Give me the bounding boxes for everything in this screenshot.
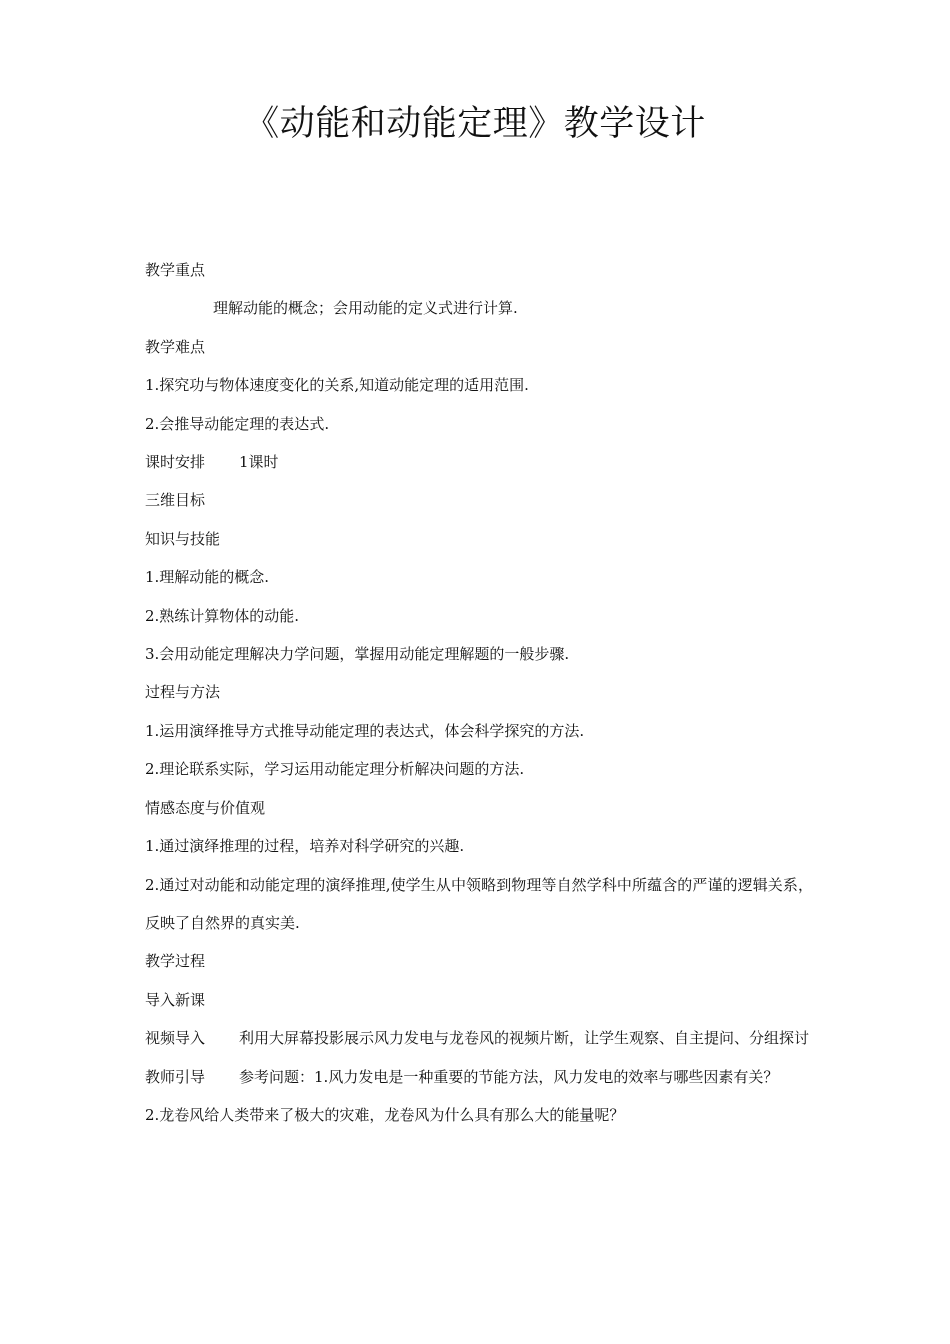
difficulty-item-1: 1.探究功与物体速度变化的关系,知道动能定理的适用范围. [145,376,529,395]
focus-text: 理解动能的概念；会用动能的定义式进行计算. [213,299,518,318]
schedule-line [145,443,813,481]
process-item-1: 1.运用演绎推导方式推导动能定理的表达式，体会科学探究的方法. [145,721,585,740]
schedule-label: 课时安排 [145,453,206,472]
emotion-item-2: 2.通过对动能和动能定理的演绎推理,使学生从中领略到物理等自然学科中所蕴含的严谨的逻辑关系，反映了自然界的真实美. [145,875,813,932]
question-2: 2.龙卷风给人类带来了极大的灾难，龙卷风为什么具有那么大的能量呢？ [145,1105,625,1124]
knowledge-item-1: 1.理解动能的概念. [145,568,270,587]
schedule-value: 1课时 [239,453,279,472]
video-text: 利用大屏幕投影展示风力发电与龙卷风的视频片断，让学生观察、自主提问、分组探讨 [239,1029,810,1048]
difficulty-heading: 教学难点 [145,337,206,356]
process-heading: 过程与方法 [145,683,221,702]
document-body [145,251,813,1134]
intro-heading: 导入新课 [145,990,206,1009]
goals-heading: 三维目标 [145,491,206,510]
teacher-label: 教师引导 [145,1067,206,1086]
teacher-text: 参考问题：1.风力发电是一种重要的节能方法，风力发电的效率与哪些因素有关？ [239,1067,779,1086]
knowledge-heading: 知识与技能 [145,529,221,548]
teacher-guide-paragraph [145,1058,813,1096]
document-title: 《动能和动能定理》教学设计 [244,104,706,144]
teaching-process-heading: 教学过程 [145,952,206,971]
knowledge-item-2: 2.熟练计算物体的动能. [145,606,300,625]
emotion-item-1: 1.通过演绎推理的过程，培养对科学研究的兴趣. [145,837,465,856]
video-intro-paragraph [145,1019,813,1057]
process-item-2: 2.理论联系实际，学习运用动能定理分析解决问题的方法. [145,760,525,779]
focus-heading: 教学重点 [145,261,206,279]
difficulty-item-2: 2.会推导动能定理的表达式. [145,414,330,433]
emotion-heading: 情感态度与价值观 [145,798,266,817]
video-label: 视频导入 [145,1029,206,1048]
knowledge-item-3: 3.会用动能定理解决力学问题，掌握用动能定理解题的一般步骤. [145,645,570,664]
